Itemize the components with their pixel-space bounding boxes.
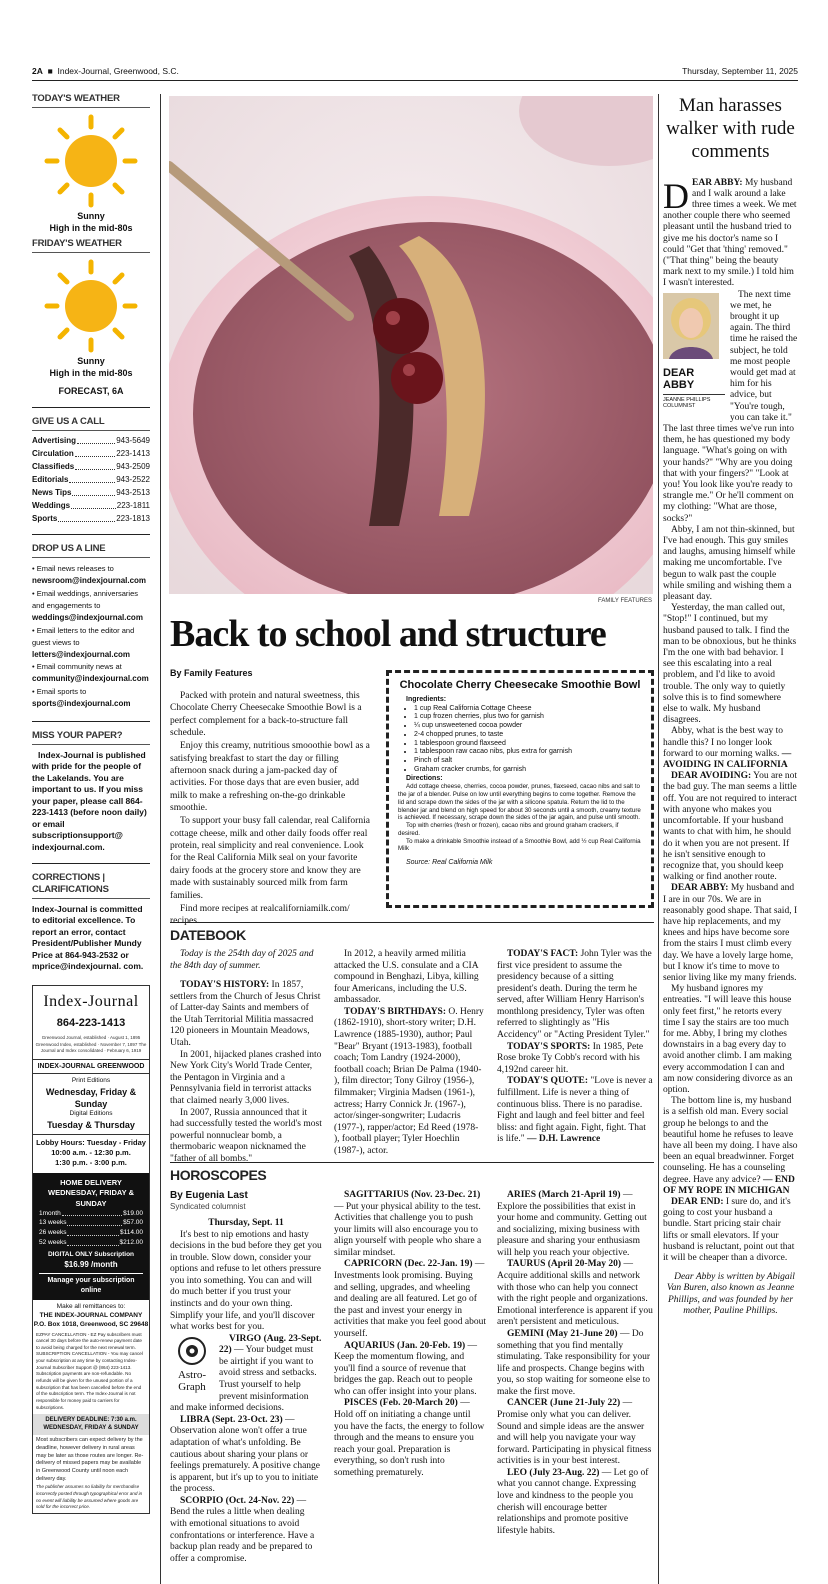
- ingredient-item: • 1 cup frozen cherries, plus two for garnish: [414, 713, 642, 722]
- digital-only: DIGITAL ONLY Subscription: [47, 1250, 135, 1258]
- recipe-box: [386, 670, 654, 908]
- sidebar-divider: [160, 94, 161, 1584]
- sign-text: — Keep the momentum flowing, and you'll find a source of revenue that bridges the gap. Reach out to people who can offer insight into your plans.: [334, 1340, 477, 1397]
- rate-row: [39, 1210, 143, 1219]
- rate-row: [39, 1239, 143, 1248]
- smoothie-bowl-image: [169, 96, 653, 594]
- phone-number: 943-2509: [116, 462, 150, 472]
- sign-name: CAPRICORN (Dec. 22-Jan. 19): [344, 1259, 473, 1270]
- answer-text: I sure do, and it's going to cost your husband a bundle. Start pricing stair chair lifts or small elevators. If your husband is reluctant, point out that it will be cheaper than a divorce.: [663, 1197, 795, 1264]
- email-desc: • Email news releases to: [32, 563, 114, 573]
- abby-paragraph: Yesterday, the man called out, "Stop!" I continued, but my husband paused to talk. I find the man to be obnoxious, but he thinks I'm the one with bad behavior. I see this escalating into a real problem, and I'd like to avoid trouble. The only way to quietly solve this is to find somewhere else to walk. My husband disagrees.: [663, 603, 797, 726]
- rate-term: 26 weeks: [39, 1229, 67, 1237]
- smoothie-bowl-photo: [169, 96, 653, 594]
- astro-logo-text: Graph: [178, 1380, 206, 1393]
- sign-name: ARIES (March 21-April 19): [507, 1190, 621, 1200]
- page-number: 2A: [32, 66, 43, 76]
- email-item: [32, 588, 150, 625]
- email-link[interactable]: sports@indexjournal.com: [32, 699, 131, 709]
- sign-name: LIBRA (Sept. 23-Oct. 23): [180, 1414, 283, 1425]
- horoscope-sign: [334, 1259, 486, 1340]
- ingredients-label: Ingredients:: [406, 695, 447, 703]
- horoscope-col-3: [497, 1190, 654, 1537]
- sign-name: LEO (July 23-Aug. 22): [507, 1467, 600, 1478]
- sign-text: — Explore the possibilities that exist in your home and community. Getting out and socializing, mixing business with pleasure and sharing your enthusiasm will help you reach your objective.: [497, 1190, 647, 1258]
- sign-text: — Let go of what you cannot change. Expressing love and kindness to the people you cherish will encourage better relationships and promote positive lifestyle habits.: [497, 1467, 649, 1536]
- phone-number: 943-2522: [116, 475, 150, 485]
- rate-row: [39, 1219, 143, 1228]
- horoscopes-heading: HOROSCOPES: [170, 1162, 654, 1183]
- abby-paragraph: My husband ignores my entreaties. "I will leave this house only feet first," he retorts every time I say the stairs are too much for me. Abby, I bring my clothes downstairs in a bag every day to avoid another climb. I am making every accommodation I can and am now considering divorce as an option.: [663, 984, 793, 1095]
- directions-step: Top with cherries (fresh or frozen), cacao nibs and ground graham crackers, if desired.: [398, 822, 619, 837]
- horoscope-date: Thursday, Sept. 11: [208, 1217, 284, 1228]
- rate-row: [39, 1229, 143, 1238]
- phone-row: [32, 462, 150, 472]
- abby-signoff: Dear Abby is written by Abigail Van Buren, also known as Jeanne Phillips, and was founded by her mother, Pauline Phillips.: [666, 1272, 795, 1316]
- ingredient-item: • 1 tablespoon ground flaxseed: [414, 740, 642, 749]
- salutation: DEAR AVOIDING:: [671, 771, 752, 782]
- history-label: TODAY'S HISTORY:: [180, 980, 270, 991]
- lobby-hours: Lobby Hours: Tuesday - Friday: [33, 1134, 149, 1148]
- sign-name: SAGITTARIUS (Nov. 23-Dec. 21): [344, 1190, 481, 1200]
- phone-row: [32, 514, 150, 524]
- phone-row: [32, 475, 150, 485]
- phone-row: [32, 449, 150, 459]
- remit-address: P.O. Box 1018, Greenwood, SC 29648: [33, 1320, 149, 1328]
- horoscope-role: Syndicated columnist: [170, 1202, 246, 1212]
- letter-signature: — AVOIDING IN CALIFORNIA: [663, 748, 792, 771]
- sign-name: AQUARIUS (Jan. 20-Feb. 19): [344, 1340, 466, 1351]
- directions-label: Directions:: [406, 774, 443, 782]
- miss-heading: MISS YOUR PAPER?: [32, 730, 150, 745]
- digital-price: $16.99 /month: [64, 1259, 118, 1269]
- cancel-note: SUBSCRIPTION CANCELLATION - You may cancel your subscription at any time by contacting Index-Journal Subscriber Support @ (864) 223-1413. Subscription payments are non-refundable. No refunds will be given for the unused portion of a subscription that has been cancelled before the end of the subscription term. The Index-Journal is not responsible for money paid to carriers for subscriptions.: [36, 1351, 143, 1410]
- phone-number: 223-1811: [116, 501, 150, 511]
- answer-text: You are not the bad guy. The man seems a little off. You are not required to interact with anyone who makes you uncomfortable. If your husband wants to chat with him, he should do it when you are not present. If he isn't sensitive enough to recognize that, you should keep walking or find another route.: [663, 771, 798, 883]
- sports-text: In 1985, Pete Rose broke Ty Cobb's record with his 4,192nd career hit.: [497, 1041, 644, 1075]
- datebook-fact: [497, 949, 654, 1042]
- photo-credit: FAMILY FEATURES: [597, 598, 652, 604]
- rate-price: $19.00: [123, 1209, 143, 1217]
- friday-weather: [32, 356, 150, 397]
- horoscope-sign: [497, 1329, 654, 1398]
- forecast-ref: FORECAST, 6A: [58, 385, 124, 396]
- hours-afternoon: 1:30 p.m. - 3:00 p.m.: [55, 1158, 127, 1168]
- letter-text: My husband and I are in our 70s. We are in reasonably good shape. That said, I have hip replacements, and my knees and hips have become sore from the stairs I must climb every day. We have a lovely large home, but I know it's time to move to senior living like my many friends.: [663, 883, 798, 983]
- columnist-name: DEAR ABBY: [663, 366, 695, 391]
- columnist-caption: JEANNE PHILLIPS COLUMNIST: [663, 394, 725, 410]
- astro-logo-text: Astro-: [177, 1368, 207, 1381]
- call-heading: GIVE US A CALL: [32, 416, 150, 431]
- datebook-history: In 2007, Russia announced that it had successfully tested the world's most powerful nonnuclear bomb, a thermobaric weapon nicknamed the "father of all bombs.": [170, 1107, 322, 1164]
- sign-text: — Put your physical ability to the test. Activities that challenge you to push your limits will also encourage you to align yourself with people who share a similar mindset.: [334, 1201, 482, 1258]
- phone-row: [32, 488, 150, 498]
- email-desc: • Email community news at: [32, 662, 122, 672]
- email-item: [32, 661, 150, 686]
- phone-row: [32, 436, 150, 446]
- datebook-intro: Today is the 254th day of 2025 and the 84th day of summer.: [170, 949, 314, 971]
- phone-label: Editorials: [32, 475, 69, 485]
- sign-name: SCORPIO (Oct. 24-Nov. 22): [180, 1495, 295, 1506]
- sign-text: — Bend the rules a little when dealing with emotional situations to avoid confrontations or interference. Have a backup plan ready and be prepared to offer a compromise.: [170, 1495, 315, 1564]
- horoscope-sign: [497, 1259, 654, 1328]
- cherry-garnish: [373, 298, 429, 354]
- abby-answer: [663, 1197, 798, 1264]
- page-header: [32, 66, 798, 81]
- masthead-phone: 864-223-1413: [56, 1017, 126, 1030]
- quote-text: "Love is never a fulfillment. Life is never a thing of continuous bliss. There is no paradise. Fight and laugh and feel bitter and feel bliss: and fight again. Fight, fight. That is life.": [497, 1076, 653, 1145]
- phone-label: Sports: [32, 514, 58, 524]
- horoscope-sign: [497, 1190, 654, 1259]
- paper-name: Index-Journal, Greenwood, S.C.: [57, 66, 179, 76]
- home-delivery-title: HOME DELIVERY WEDNESDAY, FRIDAY & SUNDAY: [48, 1178, 134, 1208]
- phone-label: Weddings: [32, 501, 71, 511]
- sign-name: TAURUS (April 20-May 20): [507, 1259, 622, 1270]
- feature-headline: Back to school and structure: [170, 613, 606, 655]
- datebook-history: In 2012, a heavily armed militia attacked the U.S. consulate and a CIA compound in Benghazi, Libya, killing four Americans, including the U.S. ambassador.: [334, 949, 479, 1006]
- feature-paragraph: Enjoy this creamy, nutritious smooothie bowl as a satisfying breakfast to start the day or filling afternoon snack during a jam-packed day of activities. For those days that are even busier, add milk to make a refreshing on-the-go drinkable smoothie.: [170, 741, 370, 814]
- rate-term: 1month: [39, 1209, 61, 1217]
- horoscope-col-2: [334, 1190, 486, 1479]
- datebook-history: In 2001, hijacked planes crashed into New York City's World Trade Center, the Pentagon in Virginia and a Pennsylvania field in terrorist attacks that claimed nearly 3,000 lives.: [170, 1049, 322, 1106]
- ingredient-item: • 2-4 chopped prunes, to taste: [414, 731, 642, 740]
- rates-box: [33, 1173, 149, 1300]
- email-link[interactable]: letters@indexjournal.com: [32, 649, 131, 659]
- recipe-source: Source: Real California Milk: [406, 859, 493, 866]
- manage-subscription-link[interactable]: Manage your subscription online: [39, 1273, 143, 1295]
- today-weather: [32, 211, 150, 234]
- sign-text: — Observation alone won't offer a true adaptation of what's unfolding. Be cautious about sharing your plans or feelings prematurely. A positive change is apparent, but it's up to you to initiate the process.: [170, 1414, 321, 1495]
- sign-text: — Investments look promising. Buying and selling, upgrades, and wheeling and dealing are all featured. Let go of the past and invest your energy in activities that make you feel good about yourself.: [334, 1259, 486, 1339]
- phone-label: Circulation: [32, 449, 74, 459]
- phone-label: Advertising: [32, 436, 77, 446]
- horoscope-sign: [334, 1341, 486, 1399]
- horoscope-sign: [334, 1398, 486, 1479]
- letter-text: The bottom line is, my husband is a selfish old man. Every social group he belongs to and the beautiful home he refuses to leave have all been my doing. I have also been an equal breadwinner. Forget counseling. He has a counseling degree. Have any advice?: [663, 1096, 798, 1185]
- abby-paragraph: Abby, I am not thin-skinned, but I've had enough. This guy smiles and laughs, amusing himself while making me uncomfortable. I've begun to walk past the couple while smiling and wishing them a pleasant day.: [663, 524, 796, 603]
- datebook-birthdays: [334, 1007, 486, 1158]
- datebook-col-1: [170, 949, 322, 1165]
- sign-name: GEMINI (May 21-June 20): [507, 1328, 618, 1339]
- datebook-col-3: [497, 949, 654, 1146]
- feature-paragraph: To support your busy fall calendar, real California cottage cheese, milk and other daily foods offer real protein, real simplicity and real convenience. Look for the Real California Milk seal on your favorite dairy foods at the grocery store and know they are made with sustainably sourced milk from farm families.: [170, 816, 370, 901]
- sign-text: — Hold off on initiating a change until you have the facts, the energy to follow through and the means to ensure you reach your goal. Preparation is everything, so don't rush into something prematurely.: [334, 1398, 485, 1478]
- digital-label: Digital Editions: [69, 1110, 113, 1118]
- phone-list: [32, 436, 150, 524]
- abby-paragraph: [663, 1096, 798, 1197]
- issue-date: Thursday, September 11, 2025: [682, 66, 798, 76]
- delivery-deadline: DELIVERY DEADLINE: 7:30 a.m. WEDNESDAY, FRIDAY & SUNDAY: [33, 1414, 149, 1434]
- abby-headline: Man harasses walker with rude comments: [666, 95, 795, 163]
- abby-letter-1: [663, 175, 798, 290]
- today-condition: Sunny: [77, 210, 105, 221]
- sign-name: PISCES (Feb. 20-March 20): [344, 1398, 458, 1409]
- horoscope-byline: By Eugenia Last: [170, 1190, 248, 1201]
- fact-text: John Tyler was the first vice president to assume the presidency because of a sitting president's death. During the term he served, after William Henry Harrison's monthlong presidency, Tyler was often referred to slightingly as "His Accidency" or "Acting President Tyler.": [497, 949, 652, 1041]
- rate-price: $57.00: [123, 1219, 143, 1227]
- ingredient-item: • ¼ cup unsweetened cocoa powder: [414, 722, 642, 731]
- datebook-col-2: [334, 949, 486, 1157]
- sign-name: CANCER (June 21-July 22): [507, 1398, 621, 1409]
- ingredient-list: [414, 705, 642, 775]
- columnist-box: [663, 293, 725, 410]
- phone-number: 943-5649: [116, 436, 150, 446]
- feature-paragraph: Packed with protein and natural sweetness, this Chocolate Cherry Cheesecake Smoothie Bowl is a perfect complement for a back-to-structure fall schedule.: [170, 691, 362, 739]
- columnist-photo: [663, 293, 719, 359]
- horoscope-sign: [497, 1398, 654, 1467]
- phone-number: 223-1813: [116, 514, 150, 524]
- quote-label: TODAY'S QUOTE:: [507, 1076, 589, 1087]
- sign-text: — Do something that you find mentally stimulating. Take responsibility for your life and prospects. Change begins with you, so stop waiting for someone else to make the first move.: [497, 1328, 651, 1397]
- recipe-title: Chocolate Cherry Cheesecake Smoothie Bowl: [399, 679, 641, 691]
- sports-label: TODAY'S SPORTS:: [507, 1041, 591, 1052]
- letter-signature: — END OF MY ROPE IN MICHIGAN: [663, 1174, 795, 1196]
- phone-row: [32, 501, 150, 511]
- horoscope-sign: [170, 1415, 322, 1496]
- friday-condition: Sunny: [77, 356, 105, 367]
- email-link[interactable]: weddings@indexjournal.com: [32, 612, 143, 622]
- ingredient-item: • 1 tablespoon raw cacao nibs, plus extra for garnish: [414, 748, 642, 757]
- masthead-name: Index-Journal: [43, 992, 139, 1010]
- corrections-heading: CORRECTIONS | CLARIFICATIONS: [32, 872, 150, 899]
- feature-byline: By Family Features: [170, 668, 253, 678]
- email-list: [32, 563, 150, 711]
- zodiac-icon: [177, 1336, 207, 1366]
- letter-text: Abby, what is the best way to handle this? I no longer look forward to our morning walks.: [663, 726, 784, 759]
- email-item: [32, 625, 150, 662]
- salutation: EAR ABBY:: [692, 177, 743, 188]
- masthead-box: [32, 985, 150, 1514]
- abby-answer: [663, 771, 798, 883]
- birthdays-label: TODAY'S BIRTHDAYS:: [344, 1006, 447, 1017]
- sign-text: — Promise only what you can deliver. Sound and simple ideas are the answer and will help you navigate your way forward. Participating in physical fitness activities is in your best interest.: [497, 1398, 652, 1467]
- masthead-established: Greenwood Journal, established · August 1, 1895 Greenwood Index, established · November 7, 1897 The Journal and Index consolidated · February 6, 1919: [35, 1035, 147, 1054]
- divider: [32, 721, 150, 722]
- datebook-quote: [497, 1076, 654, 1145]
- directions-step: To make a drinkable Smoothie instead of a Smoothie Bowl, add ½ cup Real California Milk: [398, 837, 641, 853]
- delivery-note: Most subscribers can expect delivery by the deadline, however delivery in rural areas may be later as those routes are longer. Re-delivery of missed papers may be available in Greenwood County until noon each delivery day.: [36, 1436, 144, 1483]
- salutation: DEAR END:: [671, 1197, 724, 1207]
- letter-text: My husband and I walk around a lake three times a week. We met another couple there who seemed pleasant until the husband tried to give me his doctor's name so I could "Get that 'thing' removed." ("That thing" being the beauty mark next to my smile.) I told him I wasn't interested.: [663, 177, 797, 289]
- salutation: DEAR ABBY:: [671, 883, 729, 894]
- quote-author: — D.H. Lawrence: [527, 1134, 601, 1145]
- corrections-text: Index-Journal is committed to editorial excellence. To report an error, contact President/Publisher Mundy Price at 864-943-2532 or mprice@indexjournal. com.: [32, 903, 144, 972]
- dear-abby-column: [663, 94, 798, 1317]
- datebook-sports: [497, 1042, 654, 1077]
- digital-days: Tuesday & Thursday: [47, 1119, 135, 1130]
- today-high: High in the mid-80s: [49, 222, 133, 233]
- sun-icon: [43, 258, 139, 354]
- drop-cap: D: [663, 175, 689, 216]
- phone-label: Classifieds: [32, 462, 75, 472]
- email-link[interactable]: newsroom@indexjournal.com: [32, 575, 147, 585]
- masthead-company: INDEX-JOURNAL GREENWOOD: [33, 1059, 149, 1074]
- print-label: Print Editions: [71, 1077, 111, 1084]
- email-link[interactable]: community@indexjournal.com: [32, 674, 149, 684]
- remit-name: THE INDEX-JOURNAL COMPANY: [39, 1311, 143, 1319]
- square-icon: ■: [45, 66, 56, 76]
- rate-term: 52 weeks: [39, 1239, 67, 1246]
- divider: [32, 534, 150, 535]
- phone-number: 223-1413: [116, 449, 150, 459]
- email-item: [32, 686, 150, 711]
- ingredient-item: • 1 cup Real California Cottage Cheese: [414, 705, 642, 714]
- sign-name: VIRGO (Aug. 23-Sept. 22): [219, 1333, 322, 1356]
- abby-paragraph: The next time we met, he brought it up again. The third time he raised the subject, he told me most people would get mad at him for his advice, but "You're tough, you can take it." The last three times we've run into them, he has questioned my body language. "What's going on with your hands?" "Why are you doing that with your fingers?" "Look at you! You look like you're ready to strangle me." Or he'll comment on my clothing: "What are those, socks?": [663, 289, 798, 524]
- sun-icon: [43, 113, 139, 209]
- phone-number: 943-2513: [116, 488, 150, 498]
- horoscope-col-1: [170, 1190, 322, 1565]
- friday-weather-heading: FRIDAY'S WEATHER: [32, 238, 150, 253]
- ingredient-item: • Pinch of salt: [414, 757, 642, 766]
- rate-price: $114.00: [119, 1229, 143, 1237]
- datebook-history: [170, 980, 322, 1049]
- email-desc: • Email sports to: [32, 687, 87, 697]
- remit-label: Make all remittances to:: [56, 1303, 126, 1311]
- ingredient-item: • Graham cracker crumbs, for garnish: [414, 766, 642, 775]
- sign-text: — Your budget must be airtight if you want to avoid stress and setbacks. Trust yourself to help prevent misinformation and make informed decisions.: [170, 1345, 317, 1414]
- sign-text: — Acquire additional skills and network with those who can help you connect with the right people and organizations. Emotional interference is apparent if you aren't persistent and meticulous.: [497, 1259, 653, 1328]
- phone-label: News Tips: [32, 488, 72, 498]
- rate-term: 13 weeks: [39, 1219, 67, 1227]
- horoscope-sign: [170, 1496, 322, 1565]
- column-divider: [658, 94, 659, 1584]
- miss-text: Index-Journal is published with pride for the people of the Lakelands. You are important to us. If you miss your paper, please call 864-223-1413 (before noon daily) or email subscriptionsupport@ indexjournal.com.: [32, 749, 147, 852]
- feature-body: [170, 690, 370, 929]
- datebook-heading: DATEBOOK: [170, 922, 654, 943]
- left-sidebar: [32, 93, 150, 1514]
- horoscope-sign: [497, 1468, 654, 1537]
- hours-morning: 10:00 a.m. - 12:30 p.m.: [51, 1148, 131, 1158]
- directions-step: Add cottage cheese, cherries, cocoa powder, prunes, flaxseed, cacao nibs and salt to the jar of a blender. Pulse on low until everything begins to come together. Remove the lid and scrape down the sides of the jar with a silicone spatula. Return the lid to the blender jar and blend on high speed for about 30 seconds until a smooth, creamy texture is achieved. If necessary, scrape down the sides of the jar again, and pulse until smooth.: [398, 783, 641, 822]
- abby-letter-2: [663, 883, 798, 984]
- divider: [32, 407, 150, 408]
- print-days: Wednesday, Friday & Sunday: [45, 1086, 137, 1109]
- ezpay-note: EZPAY CANCELLATION - EZ Pay subscribers must cancel 30 days before the auto-renew payment date to avoid being charged for the next renewal term.: [36, 1331, 142, 1350]
- drop-heading: DROP US A LINE: [32, 543, 150, 558]
- feature-paragraph: Find more recipes at realcaliforniamilk.com/ recipes.: [170, 903, 350, 927]
- cherry-garnish: [391, 352, 443, 404]
- rate-price: $212.00: [119, 1239, 143, 1246]
- weather-heading: TODAY'S WEATHER: [32, 93, 150, 108]
- email-desc: • Email letters to the editor and guest views to: [32, 625, 135, 647]
- liability-note: The publisher assumes no liability for merchandise incorrectly posted through typographical error and in no event will liability be assumed where goods are sold for the incorrect price.: [36, 1484, 143, 1510]
- divider: [32, 863, 150, 864]
- horoscope-intro: It's best to nip emotions and hasty decisions in the bud before they get you in trouble. Slow down, consider your options and refuse to let others pressure you into something. You can and will do much better if you trust your instincts and do your own thing. Simplify your life, and you'll discover what works best for you.: [170, 1229, 322, 1333]
- email-item: [32, 563, 150, 588]
- fact-label: TODAY'S FACT:: [507, 949, 579, 959]
- horoscope-sign: [334, 1190, 486, 1259]
- history-text: In 1857, settlers from the Church of Jesus Christ of Latter-day Saints and members of the Utah Territorial Militia massacred 120 pioneers in Mountain Meadows, Utah.: [170, 980, 321, 1049]
- birthdays-text: O. Henry (1862-1910), short-story writer; D.H. Lawrence (1885-1930), author; Paul "Bear" Bryant (1913-1983), football coach; Tom Landry (1924-2000), football coach; Brian De Palma (1940- ), film director; Tony Gilroy (1956-), filmmaker; Virginia Madsen (1961-), actress; Harry Connick Jr. (1967-), actor/singer-songwriter; Ludacris (1977-), rapper/actor; Ed Reed (1978- ), football player; Tyler Hoechlin (1987-), actor.: [334, 1006, 484, 1156]
- friday-high: High in the mid-80s: [49, 367, 133, 378]
- email-desc: • Email weddings, anniversaries and engagements to: [32, 588, 139, 610]
- astro-graph-logo: [170, 1336, 214, 1393]
- abby-paragraph: [663, 726, 798, 771]
